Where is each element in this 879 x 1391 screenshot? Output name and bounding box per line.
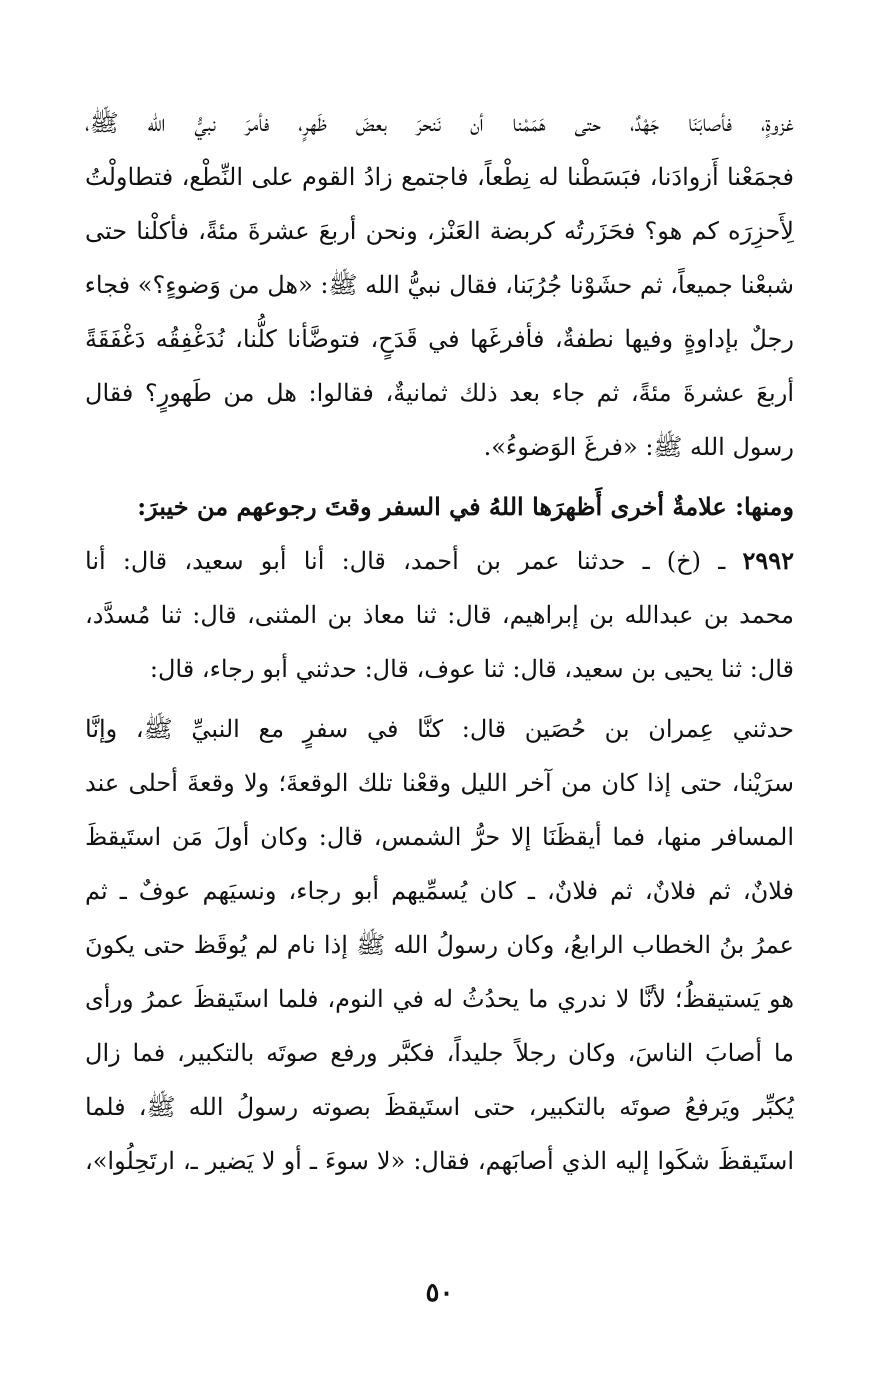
text-line: هو يَستيقظُ؛ لأنَّا لا ندري ما يحدُثُ له في النوم، فلما استَيقظَ عمرُ ورأى	[85, 985, 794, 1013]
text-line: فجمَعْنا أَزوادَنا، فبَسَطْنا له نِطْعاً، فاجتمع زادُ القوم على النِّطْع، فتطاولْتُ	[85, 163, 794, 191]
text-line: استَيقظَ شكَوا إليه الذي أصابَهم، فقال: «لا سوءَ ـ أو لا يَضير ـ، ارتَحِلُوا»،	[85, 1147, 794, 1175]
text-line: عمرُ بنُ الخطاب الرابعُ، وكان رسولُ الله ﷺ إذا نام لم يُوقَظ حتى يكونَ	[85, 931, 794, 959]
paragraph-1	[85, 96, 794, 474]
hadith-chain	[85, 534, 794, 696]
text-line: ما أصابَ الناسَ، وكان رجلاً جليداً، فكبَّر ورفع صوتَه بالتكبير، فما زال	[85, 1039, 794, 1067]
hadith-line-text: ـ (خ) ـ حدثنا عمر بن أحمد، قال: أنا أبو سعيد، قال: أنا	[85, 547, 726, 575]
paragraph-2	[85, 702, 794, 1188]
text-line: سرَيْنا، حتى إذا كان من آخر الليل وقعْنا تلك الوقعةَ؛ ولا وقعةَ أحلى عند	[85, 769, 795, 797]
text-line: يُكبِّر ويَرفعُ صوتَه بالتكبير، حتى استَيقظَ بصوته رسولُ الله ﷺ، فلما	[85, 1093, 794, 1121]
text-line: قال: ثنا يحيى بن سعيد، قال: ثنا عوف، قال: حدثني أبو رجاء، قال:	[149, 655, 794, 683]
hadith-first-line	[85, 534, 794, 588]
text-line: غزوةٍ، فأصابَنَا جَهْدٌ، حتى هَمَمْنا أن نَنحرَ بعضَ ظَهرٍ، فأمرَ نبيُّ الله ﷺ،	[85, 109, 794, 137]
page-body	[85, 96, 794, 1188]
hadith-number: ٢٩٩٢	[742, 546, 794, 575]
text-line: محمد بن عبدالله بن إبراهيم، قال: ثنا معاذ بن المثنى، قال: ثنا مُسدَّد،	[85, 601, 794, 629]
text-line: فلانٌ، ثم فلانٌ، ثم فلانٌ، ـ كان يُسمِّيهم أبو رجاء، ونسيَهم عوفٌ ـ ثم	[85, 877, 794, 905]
text-line: المسافر منها، فما أيقظَنَا إلا حرُّ الشمس، قال: وكان أولَ مَن استَيقظَ	[85, 823, 794, 851]
page-number: ٥٠	[425, 1278, 454, 1308]
text-line: لِأَحزِرَه كم هو؟ فحَزَرتُه كربضة العَنْز، ونحن أربعَ عشرةَ مئةً، فأكلْنا حتى	[85, 217, 794, 245]
text-line: شبعْنا جميعاً، ثم حشَوْنا جُرُبَنا، فقال نبيُّ الله ﷺ: «هل من وَضوءٍ؟» فجاء	[84, 271, 794, 299]
text-line: حدثني عِمران بن حُصَين قال: كنَّا في سفرٍ مع النبيِّ ﷺ، وإنَّا	[85, 715, 794, 743]
section-heading: ومنها: علامةٌ أخرى أَظهرَها اللهُ في السفر وقتَ رجوعهم من خيبرَ:	[137, 492, 794, 521]
text-line: أربعَ عشرةَ مئةً، ثم جاء بعد ذلك ثمانيةٌ، فقالوا: هل من طَهورٍ؟ فقال	[85, 379, 794, 407]
text-line: رسول الله ﷺ: «فرغَ الوَضوءُ».	[483, 433, 794, 461]
text-line: رجلٌ بإداوةٍ وفيها نطفةٌ، فأفرغَها في قَدَحٍ، فتوضَّأنا كلُّنا، نُدَغْفِقُه دَغْفَقَةً	[85, 325, 794, 353]
